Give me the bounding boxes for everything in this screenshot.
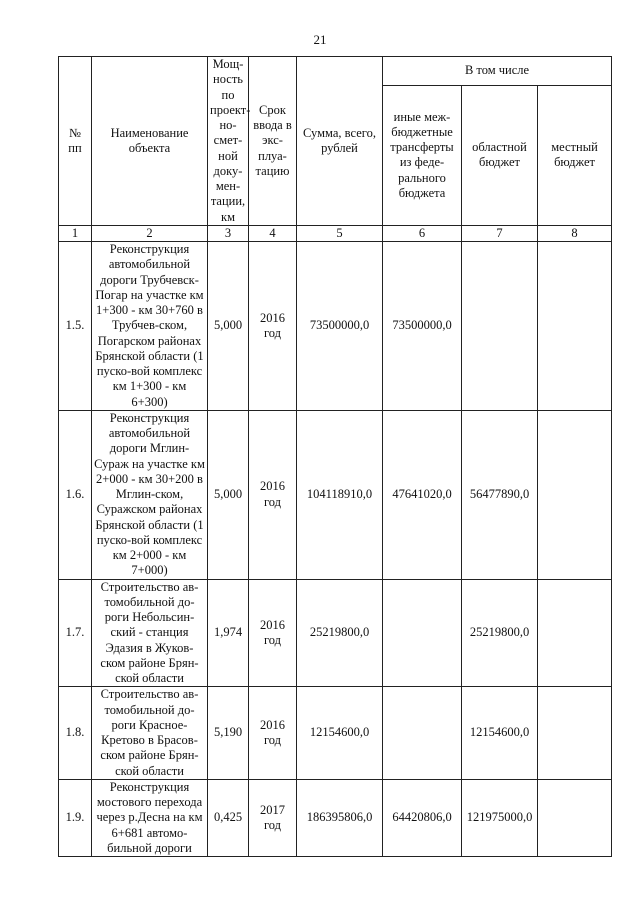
header-term: Срок ввода в экс-плуа-тацию — [249, 57, 297, 226]
column-number: 2 — [92, 225, 208, 241]
page-number: 21 — [313, 32, 327, 47]
object-name: Реконструкция автомобильной дороги Мглин-Сураж на участке км 2+000 - км 30+200 в Мглин-ском, Суражском районах Брянской области (1 пуско-вой комплекс км 2+000 - км 7+000) — [92, 410, 208, 579]
regional-budget: 56477890,0 — [462, 410, 538, 579]
table-row — [59, 410, 612, 579]
capacity-value: 0,425 — [208, 779, 249, 856]
header-regional: областной бюджет — [462, 85, 538, 225]
table-row — [59, 579, 612, 687]
capacity-value: 5,000 — [208, 242, 249, 411]
total-sum: 12154600,0 — [297, 687, 383, 780]
federal-transfer: 47641020,0 — [383, 410, 462, 579]
row-number: 1.8. — [59, 687, 92, 780]
commissioning-term: 2017 год — [249, 779, 297, 856]
table-row — [59, 779, 612, 856]
commissioning-term: 2016 год — [249, 579, 297, 687]
regional-budget — [462, 242, 538, 411]
header-name: Наименование объекта — [92, 57, 208, 226]
capacity-value: 5,190 — [208, 687, 249, 780]
header-sum: Сумма, всего, рублей — [297, 57, 383, 226]
regional-budget: 25219800,0 — [462, 579, 538, 687]
commissioning-term: 2016 год — [249, 687, 297, 780]
column-number: 4 — [249, 225, 297, 241]
federal-transfer — [383, 687, 462, 780]
federal-transfer: 64420806,0 — [383, 779, 462, 856]
commissioning-term: 2016 год — [249, 410, 297, 579]
local-budget — [538, 242, 612, 411]
header-local: местный бюджет — [538, 85, 612, 225]
column-number: 8 — [538, 225, 612, 241]
total-sum: 186395806,0 — [297, 779, 383, 856]
investment-objects-table — [58, 56, 612, 857]
column-number: 5 — [297, 225, 383, 241]
row-number: 1.7. — [59, 579, 92, 687]
header-capacity: Мощ-ность по проект-но-смет-ной доку-мен-тации, км — [208, 57, 249, 226]
object-name: Реконструкция мостового перехода через р.Десна на км 6+681 автомо-бильной дороги — [92, 779, 208, 856]
total-sum: 25219800,0 — [297, 579, 383, 687]
table-row — [59, 687, 612, 780]
federal-transfer: 73500000,0 — [383, 242, 462, 411]
column-number: 6 — [383, 225, 462, 241]
header-federal: иные меж-бюджетные трансферты из феде-рального бюджета — [383, 85, 462, 225]
local-budget — [538, 687, 612, 780]
commissioning-term: 2016 год — [249, 242, 297, 411]
local-budget — [538, 779, 612, 856]
local-budget — [538, 579, 612, 687]
row-number: 1.6. — [59, 410, 92, 579]
federal-transfer — [383, 579, 462, 687]
column-number: 1 — [59, 225, 92, 241]
local-budget — [538, 410, 612, 579]
capacity-value: 5,000 — [208, 410, 249, 579]
row-number: 1.9. — [59, 779, 92, 856]
column-number: 7 — [462, 225, 538, 241]
regional-budget: 12154600,0 — [462, 687, 538, 780]
column-number: 3 — [208, 225, 249, 241]
regional-budget: 121975000,0 — [462, 779, 538, 856]
header-including: В том числе — [383, 57, 612, 86]
total-sum: 73500000,0 — [297, 242, 383, 411]
table-row — [59, 242, 612, 411]
object-name: Строительство ав-томобильной до-роги Небольсин-ский - станция Эдазия в Жуков-ском районе Брян-ской области — [92, 579, 208, 687]
column-number-row — [59, 225, 612, 241]
row-number: 1.5. — [59, 242, 92, 411]
object-name: Реконструкция автомобильной дороги Трубчевск-Погар на участке км 1+300 - км 30+760 в Трубчев-ском, Погарском районах Брянской области (1 пуско-вой комплекс км 1+300 - км 6+300) — [92, 242, 208, 411]
object-name: Строительство ав-томобильной до-роги Красное-Кретово в Брасов-ском районе Брян-ской области — [92, 687, 208, 780]
total-sum: 104118910,0 — [297, 410, 383, 579]
header-num: № пп — [59, 57, 92, 226]
capacity-value: 1,974 — [208, 579, 249, 687]
